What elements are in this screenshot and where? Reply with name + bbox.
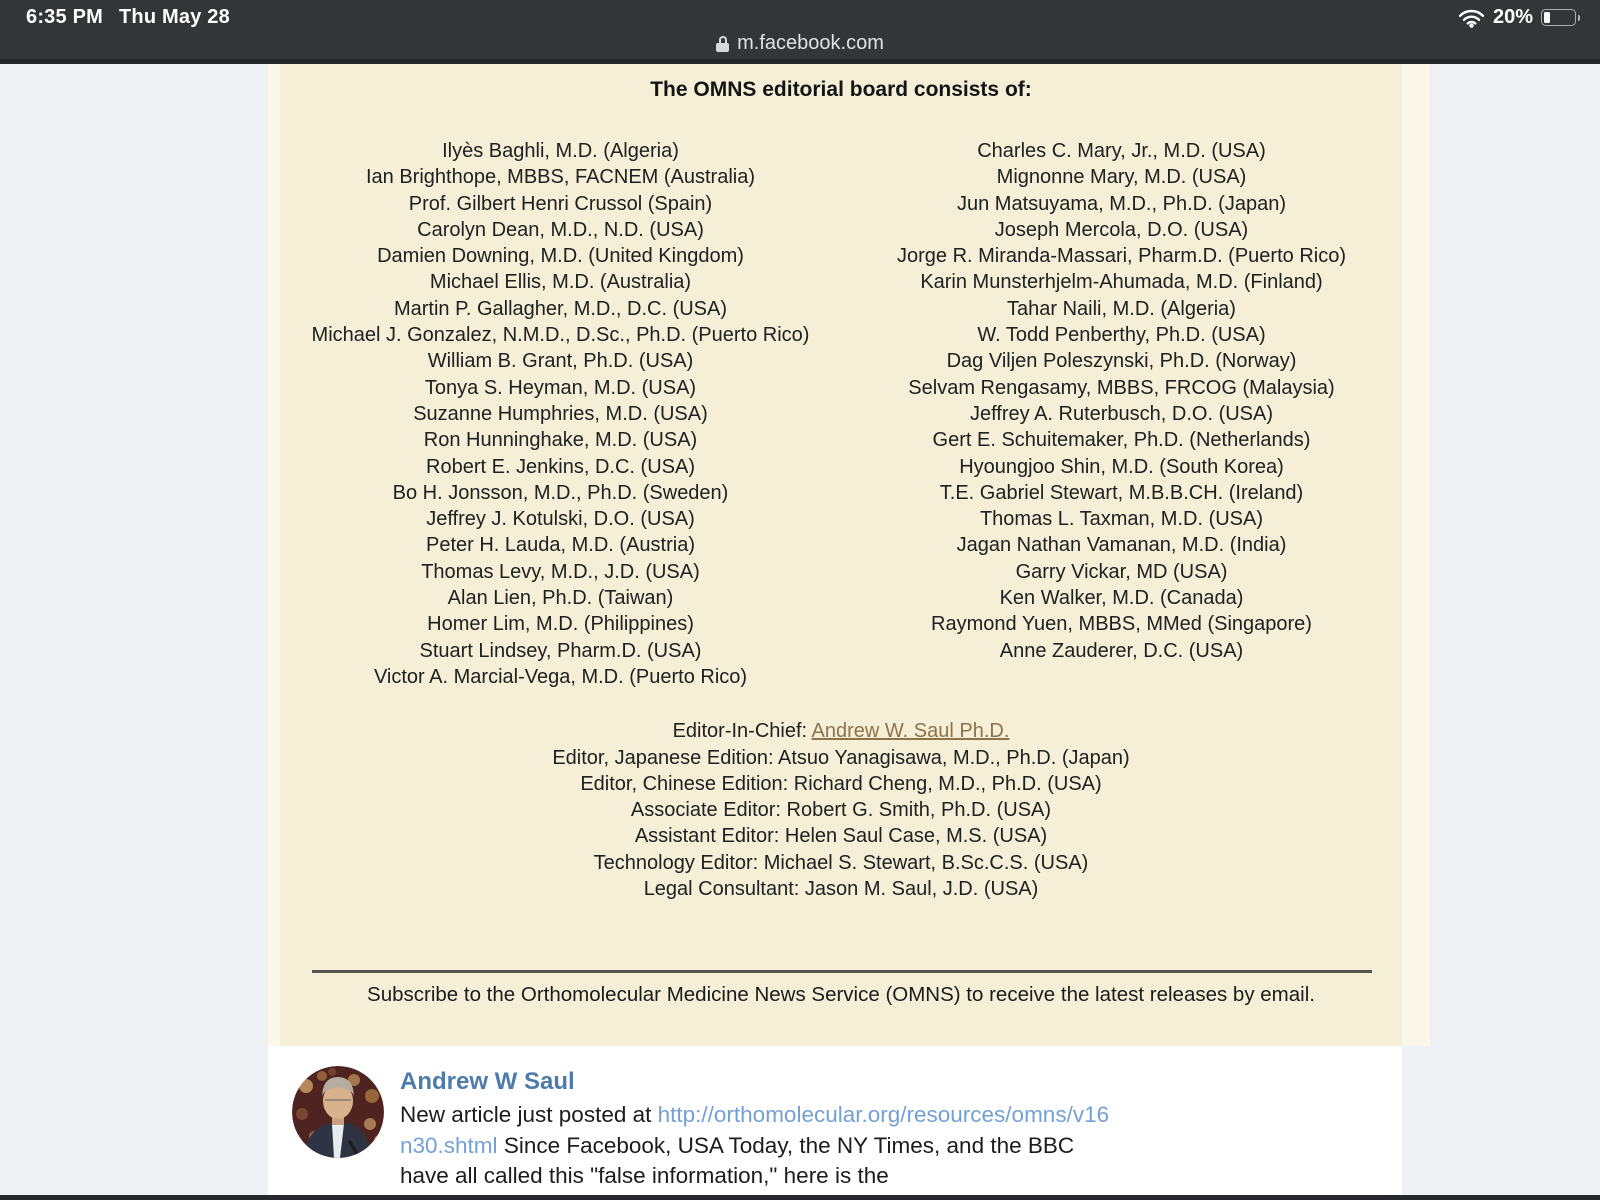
bottom-bar	[0, 1195, 1600, 1200]
board-member: T.E. Gabriel Stewart, M.B.B.CH. (Ireland)	[939, 481, 1304, 504]
board-member: Thomas Levy, M.D., J.D. (USA)	[421, 560, 700, 583]
board-member: Joseph Mercola, D.O. (USA)	[994, 218, 1249, 241]
board-member: Hyoungjoo Shin, M.D. (South Korea)	[959, 455, 1284, 478]
board-member: Ian Brighthope, MBBS, FACNEM (Australia)	[365, 166, 756, 189]
editorial-board-columns	[280, 138, 1402, 690]
subscribe-text: Subscribe to the Orthomolecular Medicine News Service (OMNS) to receive the latest releases by email.	[367, 983, 1315, 1007]
board-member: Alan Lien, Ph.D. (Taiwan)	[447, 587, 674, 610]
post-text-before: New article just posted at	[400, 1102, 658, 1127]
clock-date: Thu May 28	[119, 6, 230, 28]
editor-line: Legal Consultant: Jason M. Saul, J.D. (USA)	[643, 878, 1039, 901]
post-author-link[interactable]: Andrew W Saul	[400, 1068, 575, 1095]
editor-in-chief-line	[280, 718, 1402, 744]
board-member: Dag Viljen Poleszynski, Ph.D. (Norway)	[946, 350, 1297, 373]
board-column-left	[280, 138, 841, 690]
board-member: Raymond Yuen, MBBS, MMed (Singapore)	[931, 613, 1312, 636]
board-member: Stuart Lindsey, Pharm.D. (USA)	[419, 639, 702, 662]
editor-line: Associate Editor: Robert G. Smith, Ph.D. (USA)	[630, 799, 1052, 822]
status-bar	[0, 0, 1600, 29]
url-text: m.facebook.com	[737, 32, 884, 54]
board-member: Bo H. Jonsson, M.D., Ph.D. (Sweden)	[392, 481, 729, 504]
post-url-link[interactable]: http://orthomolecular.org/resources/omns/v16n30.shtml	[400, 1102, 1110, 1158]
facebook-post	[268, 1046, 1402, 1195]
editor-in-chief-label: Editor-In-Chief:	[672, 720, 812, 743]
lock-icon	[716, 36, 729, 52]
board-member: Prof. Gilbert Henri Crussol (Spain)	[408, 192, 713, 215]
battery-percent: 20%	[1492, 6, 1533, 28]
avatar[interactable]	[292, 1066, 384, 1158]
board-member: Tahar Naili, M.D. (Algeria)	[1007, 297, 1236, 320]
post-text-after: Since Facebook, USA Today, the NY Times, and the BBC have all called this "false information," here is the	[400, 1132, 1075, 1188]
board-member: Garry Vickar, MD (USA)	[1015, 560, 1228, 583]
clock-time: 6:35 PM	[26, 6, 103, 28]
board-member: Victor A. Marcial-Vega, M.D. (Puerto Rico)	[373, 665, 748, 688]
board-member: Ilyès Baghli, M.D. (Algeria)	[442, 140, 679, 162]
board-member: Gert E. Schuitemaker, Ph.D. (Netherlands)	[932, 429, 1311, 452]
board-member: Thomas L. Taxman, M.D. (USA)	[979, 508, 1264, 531]
editors-block	[280, 718, 1402, 902]
editor-line: Assistant Editor: Helen Saul Case, M.S. (USA)	[634, 825, 1048, 848]
editor-in-chief-link[interactable]: Andrew W. Saul Ph.D.	[811, 720, 1010, 743]
editor-line: Editor, Chinese Edition: Richard Cheng, M.D., Ph.D. (USA)	[580, 772, 1102, 795]
board-member: Tonya S. Heyman, M.D. (USA)	[424, 376, 697, 399]
post-text	[400, 1100, 1114, 1192]
board-member: Robert E. Jenkins, D.C. (USA)	[426, 455, 695, 478]
editor-lines	[280, 745, 1402, 903]
board-member: Martin P. Gallagher, M.D., D.C. (USA)	[393, 297, 728, 320]
board-member: Jeffrey A. Ruterbusch, D.O. (USA)	[969, 402, 1274, 425]
board-member: W. Todd Penberthy, Ph.D. (USA)	[977, 324, 1266, 347]
address-bar[interactable]	[0, 32, 1600, 55]
board-member: Michael Ellis, M.D. (Australia)	[429, 271, 692, 294]
board-member: Damien Downing, M.D. (United Kingdom)	[377, 245, 744, 268]
board-member: Peter H. Lauda, M.D. (Austria)	[426, 534, 695, 557]
board-member: Ron Hunninghake, M.D. (USA)	[423, 429, 698, 452]
wifi-icon	[1458, 8, 1485, 28]
board-member: Karin Munsterhjelm-Ahumada, M.D. (Finland)	[920, 271, 1323, 294]
editor-line: Editor, Japanese Edition: Atsuo Yanagisawa, M.D., Ph.D. (Japan)	[552, 746, 1130, 769]
board-column-right	[841, 138, 1402, 690]
ios-top-bar	[0, 0, 1600, 64]
board-member: Carolyn Dean, M.D., N.D. (USA)	[417, 218, 704, 241]
battery-icon	[1541, 9, 1580, 26]
post-body	[400, 1068, 1114, 1192]
board-member: Charles C. Mary, Jr., M.D. (USA)	[977, 140, 1266, 162]
board-member: Ken Walker, M.D. (Canada)	[999, 587, 1244, 610]
board-member: Jun Matsuyama, M.D., Ph.D. (Japan)	[956, 192, 1286, 215]
editor-line: Technology Editor: Michael S. Stewart, B.Sc.C.S. (USA)	[593, 851, 1089, 874]
board-member: Suzanne Humphries, M.D. (USA)	[413, 402, 708, 425]
board-member: Mignonne Mary, M.D. (USA)	[996, 166, 1247, 189]
board-member: Jorge R. Miranda-Massari, Pharm.D. (Puerto Rico)	[896, 245, 1346, 268]
article-heading: The OMNS editorial board consists of:	[650, 78, 1032, 101]
board-member: Jagan Nathan Vamanan, M.D. (India)	[956, 534, 1287, 557]
article-panel	[268, 64, 1430, 1046]
board-member: Michael J. Gonzalez, N.M.D., D.Sc., Ph.D. (Puerto Rico)	[311, 324, 810, 347]
board-member: Anne Zauderer, D.C. (USA)	[999, 639, 1244, 662]
board-member: Homer Lim, M.D. (Philippines)	[427, 613, 694, 636]
board-member: Selvam Rengasamy, MBBS, FRCOG (Malaysia)	[908, 376, 1335, 399]
divider-rule	[312, 970, 1372, 973]
board-member: William B. Grant, Ph.D. (USA)	[427, 350, 694, 373]
board-member: Jeffrey J. Kotulski, D.O. (USA)	[426, 508, 695, 531]
